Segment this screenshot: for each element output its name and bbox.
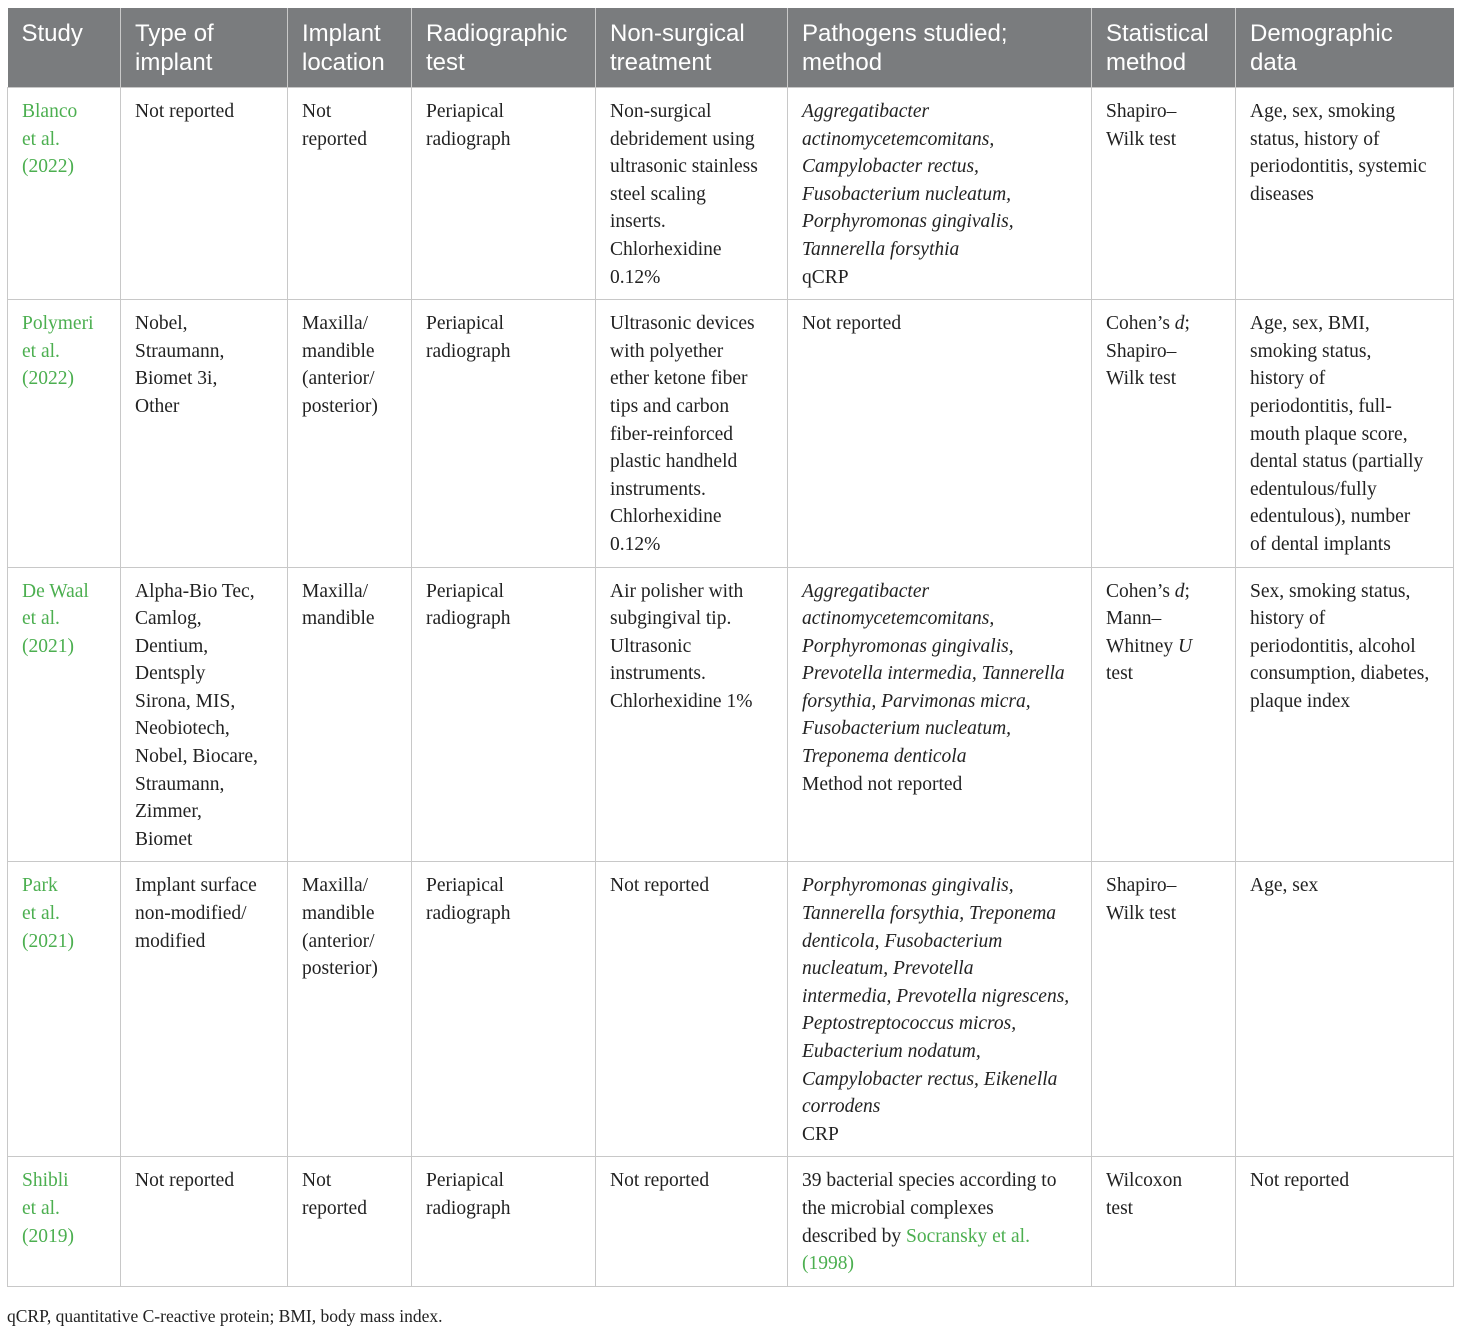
cell-implant-type: Implant surface non-modified/ modified (121, 862, 288, 1157)
cell-implant-type: Not reported (121, 1157, 288, 1286)
cell-pathogens: Aggregatibacter actinomycetemcomitans, Campylobacter rectus, Fusobacterium nucleatum, Porphyromonas gingivalis, Tannerella forsythia qCRP (788, 88, 1092, 300)
cell-treatment: Ultrasonic devices with polyether ether ketone fiber tips and carbon fiber-reinforced plastic handheld instruments. Chlorhexidine 0.12% (596, 300, 788, 567)
cell-study: Blanco et al. (2022) (8, 88, 121, 300)
cell-implant-location: Maxilla/ mandible (288, 567, 412, 862)
column-header-study: Study (8, 8, 121, 88)
cell-demographic-data: Age, sex, smoking status, history of periodontitis, systemic diseases (1236, 88, 1454, 300)
column-header-statistical-method: Statistical method (1092, 8, 1236, 88)
table-row (8, 88, 1454, 300)
column-header-treatment: Non-surgical treatment (596, 8, 788, 88)
table-footnote: qCRP, quantitative C-reactive protein; BMI, body mass index. (7, 1306, 443, 1326)
header-row (8, 8, 1454, 88)
cell-pathogens: 39 bacterial species according to the microbial complexes described by Socransky et al. (1998) (788, 1157, 1092, 1286)
cell-radiographic-test: Periapical radiograph (412, 1157, 596, 1286)
cell-radiographic-test: Periapical radiograph (412, 88, 596, 300)
table-container (7, 8, 1453, 1287)
column-header-pathogens: Pathogens studied; method (788, 8, 1092, 88)
cell-study: Shibli et al. (2019) (8, 1157, 121, 1286)
reference-link: (1998) (802, 1253, 854, 1275)
cell-radiographic-test: Periapical radiograph (412, 862, 596, 1157)
cell-statistical-method: Cohen’s d; Mann– Whitney U test (1092, 567, 1236, 862)
cell-implant-location: Maxilla/ mandible (anterior/ posterior) (288, 862, 412, 1157)
cell-pathogens: Not reported (788, 300, 1092, 567)
cell-study: Polymeri et al. (2022) (8, 300, 121, 567)
cell-radiographic-test: Periapical radiograph (412, 567, 596, 862)
column-header-implant-location: Implant location (288, 8, 412, 88)
cell-demographic-data: Sex, smoking status, history of periodontitis, alcohol consumption, diabetes, plaque index (1236, 567, 1454, 862)
cell-demographic-data: Age, sex (1236, 862, 1454, 1157)
reference-link: Socransky et al. (905, 1225, 1030, 1247)
cell-treatment: Not reported (596, 1157, 788, 1286)
table-row (8, 300, 1454, 567)
cell-statistical-method: Wilcoxon test (1092, 1157, 1236, 1286)
cell-implant-location: Maxilla/ mandible (anterior/ posterior) (288, 300, 412, 567)
cell-pathogens: Aggregatibacter actinomycetemcomitans, Porphyromonas gingivalis, Prevotella intermedia, Tannerella forsythia, Parvimonas micra, Fusobacterium nucleatum, Treponema denticola Method not reported (788, 567, 1092, 862)
cell-implant-type: Alpha-Bio Tec, Camlog, Dentium, Dentsply Sirona, MIS, Neobiotech, Nobel, Biocare, Straumann, Zimmer, Biomet (121, 567, 288, 862)
table-row (8, 1157, 1454, 1286)
cell-treatment: Not reported (596, 862, 788, 1157)
column-header-implant-type: Type of implant (121, 8, 288, 88)
table-row (8, 567, 1454, 862)
cell-treatment: Air polisher with subgingival tip. Ultrasonic instruments. Chlorhexidine 1% (596, 567, 788, 862)
cell-implant-location: Not reported (288, 88, 412, 300)
studies-table (7, 8, 1454, 1287)
cell-implant-type: Not reported (121, 88, 288, 300)
cell-implant-type: Nobel, Straumann, Biomet 3i, Other (121, 300, 288, 567)
column-header-radiographic-test: Radiographic test (412, 8, 596, 88)
cell-demographic-data: Age, sex, BMI, smoking status, history of periodontitis, full- mouth plaque score, dental status (partially edentulous/fully edentulous), number of dental implants (1236, 300, 1454, 567)
cell-implant-location: Not reported (288, 1157, 412, 1286)
cell-demographic-data: Not reported (1236, 1157, 1454, 1286)
cell-statistical-method: Shapiro– Wilk test (1092, 862, 1236, 1157)
cell-statistical-method: Cohen’s d; Shapiro– Wilk test (1092, 300, 1236, 567)
cell-pathogens: Porphyromonas gingivalis, Tannerella forsythia, Treponema denticola, Fusobacterium nucleatum, Prevotella intermedia, Prevotella nigrescens, Peptostreptococcus micros, Eubacterium nodatum, Campylobacter rectus, Eikenella corrodens CRP (788, 862, 1092, 1157)
cell-statistical-method: Shapiro– Wilk test (1092, 88, 1236, 300)
column-header-demographic-data: Demographic data (1236, 8, 1454, 88)
table-row (8, 862, 1454, 1157)
cell-treatment: Non-surgical debridement using ultrasonic stainless steel scaling inserts. Chlorhexidine 0.12% (596, 88, 788, 300)
cell-study: Park et al. (2021) (8, 862, 121, 1157)
table-body (8, 88, 1454, 1287)
cell-study: De Waal et al. (2021) (8, 567, 121, 862)
cell-radiographic-test: Periapical radiograph (412, 300, 596, 567)
